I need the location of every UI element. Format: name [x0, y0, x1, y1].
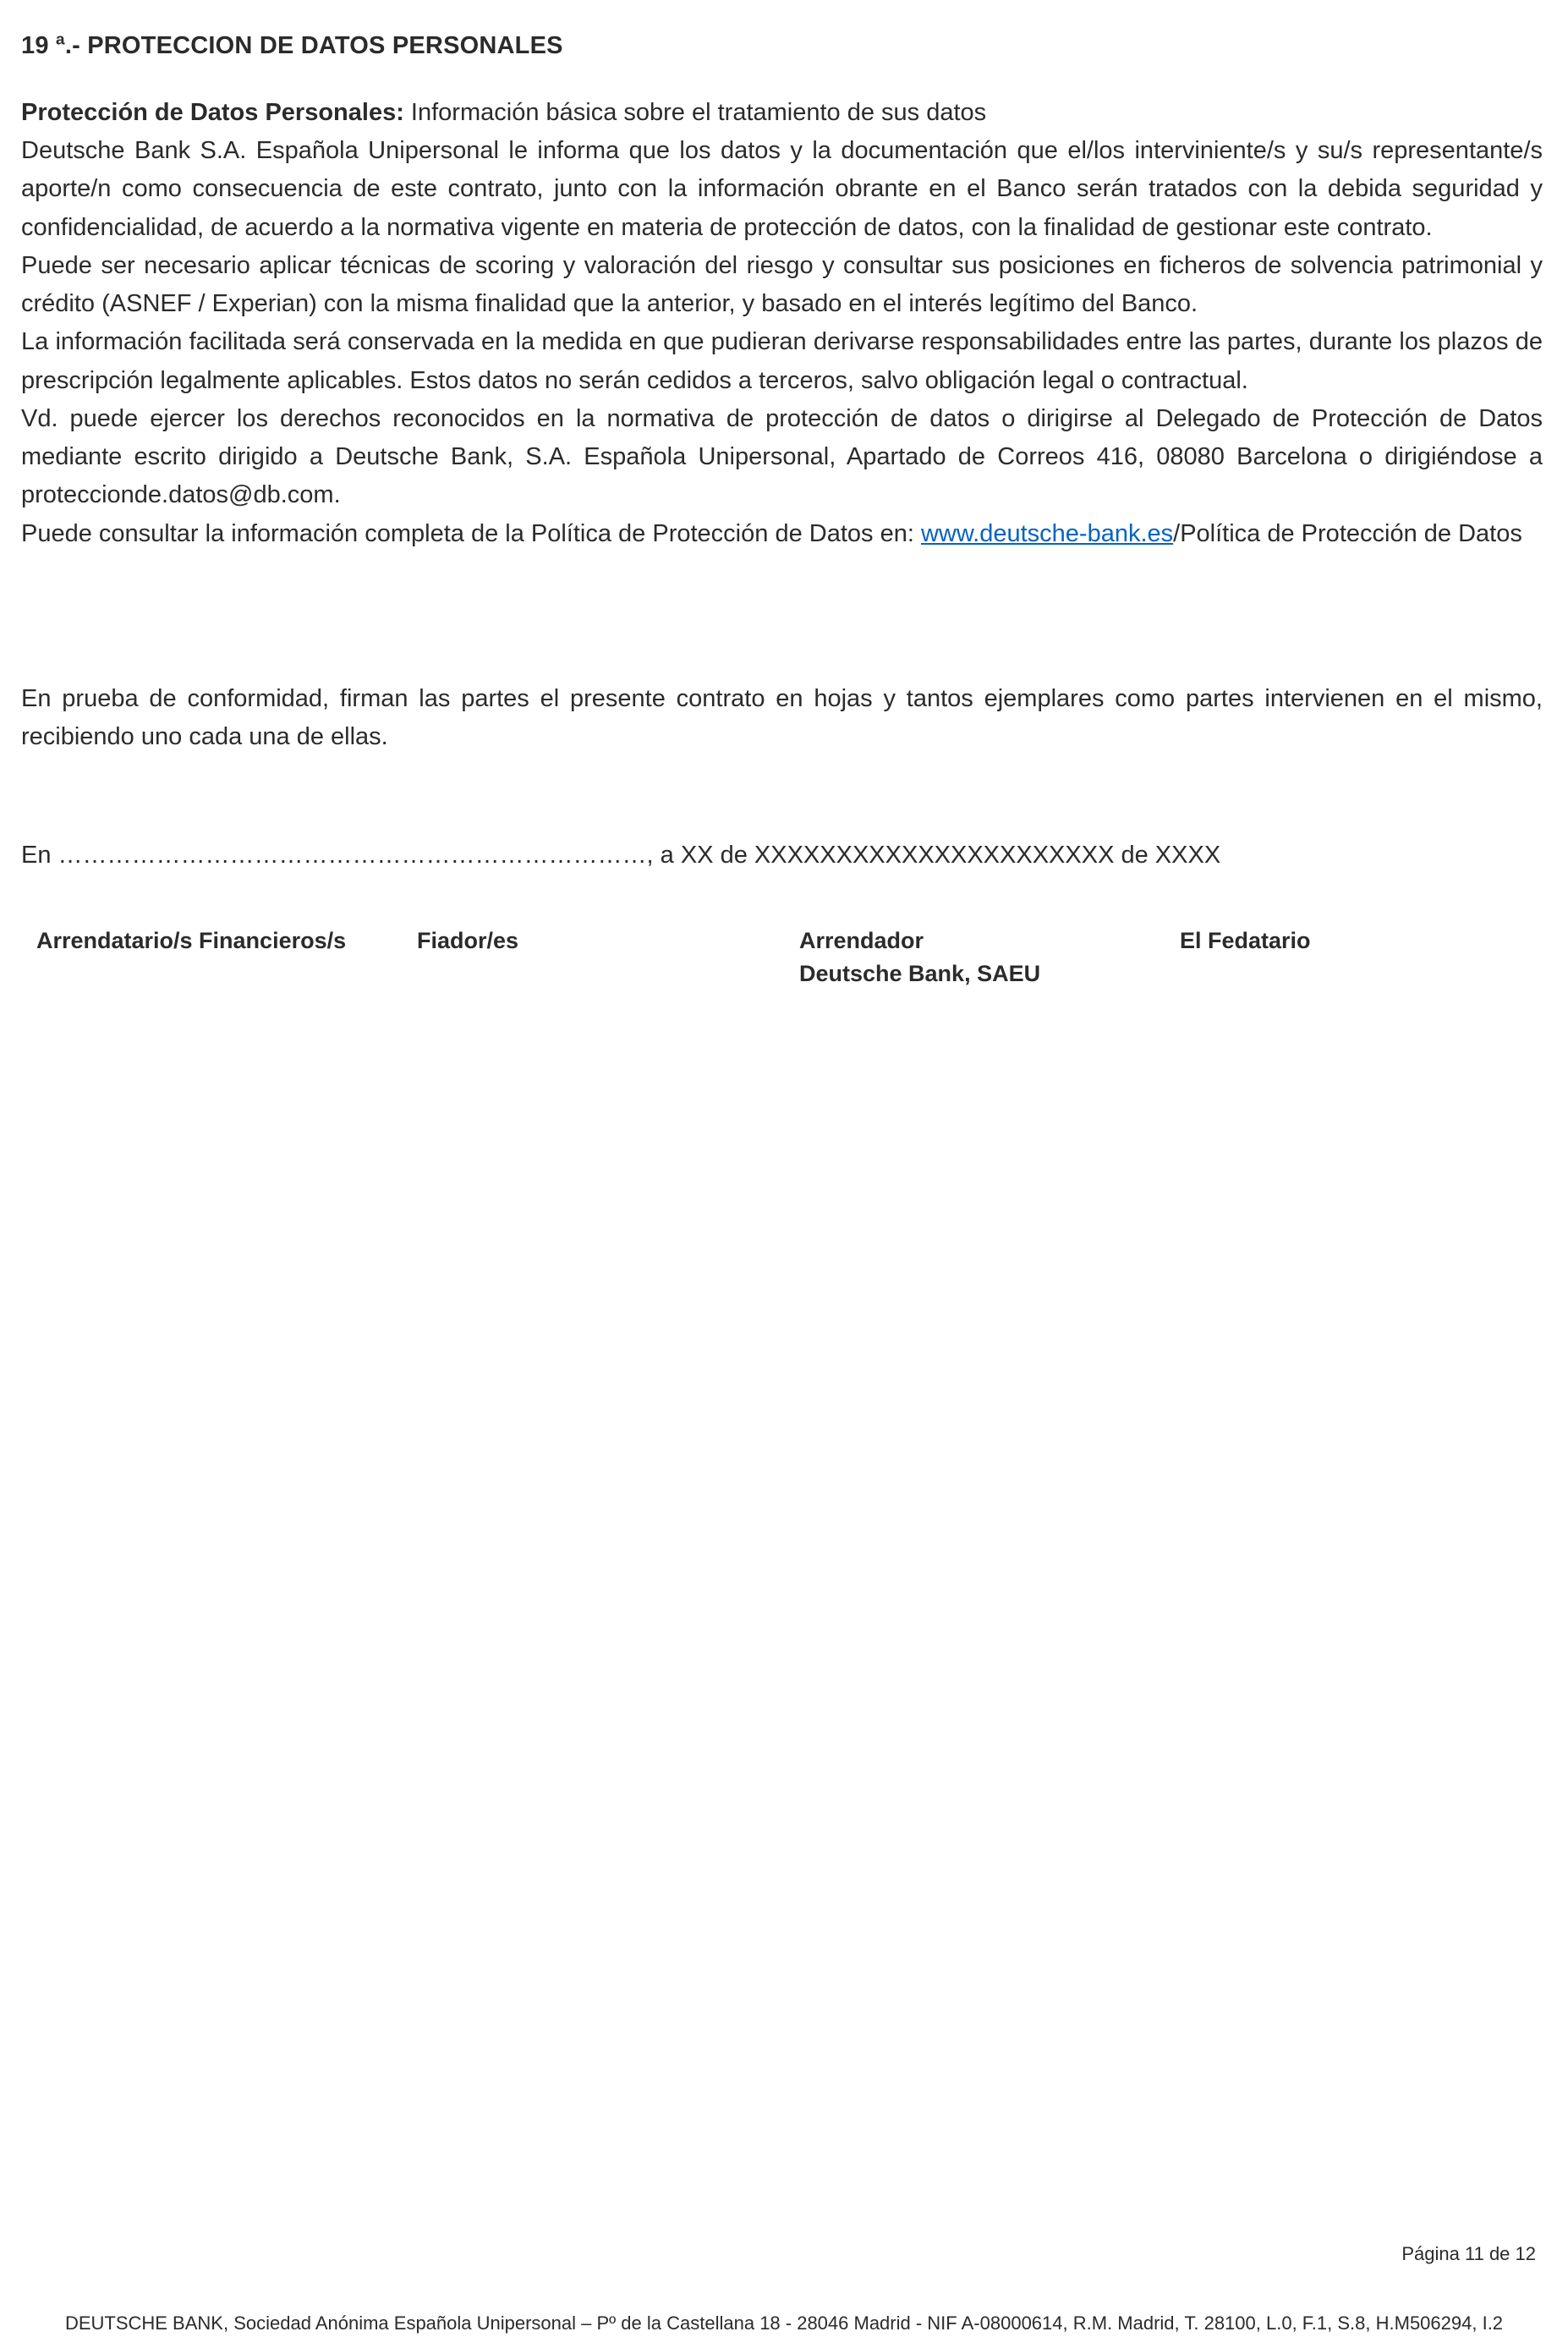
intro-bold-label: Protección de Datos Personales: — [21, 99, 404, 126]
signature-label: Fiador/es — [417, 927, 519, 953]
signature-col-fedatario — [1180, 924, 1543, 990]
policy-link-prefix: Puede consultar la información completa de la Política de Protección de Datos en: — [21, 519, 921, 547]
date-signature-line: En ………………………………………………………………, a XX de XXXXXXXXXXXXXXXXXXXXXX de XXXX — [21, 842, 1221, 870]
paragraph-conformity: En prueba de conformidad, firman las partes el presente contrato en hojas y tantos ejemplares como partes intervienen en el mismo, recibiendo uno cada una de ellas. — [21, 684, 1543, 751]
signature-col-fiador — [417, 924, 799, 990]
paragraph-data-treatment: Deutsche Bank S.A. Española Unipersonal le informa que los datos y la documentación que el/los interviniente/s y su/s representante/s aporte/n como consecuencia de este contrato, junto con la información obrante en el Banco serán tratados con la debida seguridad y confidencialidad, de acuerdo a la normativa vigente en materia de protección de datos, con la finalidad de gestionar este contrato. — [21, 137, 1543, 241]
page-number: Página 11 de 12 — [1401, 2243, 1536, 2264]
signature-col-arrendatario — [36, 924, 417, 990]
intro-line — [21, 94, 1543, 132]
signature-label: Arrendador — [799, 927, 924, 953]
signature-sublabel: Deutsche Bank, SAEU — [799, 960, 1041, 986]
paragraph-retention: La información facilitada será conservada en la medida en que pudieran derivarse responsabilidades entre las partes, durante los plazos de prescripción legalmente aplicables. Estos datos no serán cedidos a terceros, salvo obligación legal o contractual. — [21, 328, 1543, 394]
intro-rest-text: Información básica sobre el tratamiento de sus datos — [403, 99, 987, 126]
signature-block — [21, 924, 1543, 990]
paragraph-rights: Vd. puede ejercer los derechos reconocidos en la normativa de protección de datos o dirigirse al Delegado de Protección de Datos mediante escrito dirigido a Deutsche Bank, S.A. Española Unipersonal, Apartado de Correos 416, 08080 Barcelona o dirigiéndose a proteccionde.datos@db.com. — [21, 404, 1543, 509]
deutsche-bank-website-link[interactable]: www.deutsche-bank.es — [920, 519, 1174, 547]
signature-label: El Fedatario — [1180, 927, 1311, 953]
policy-link-suffix: /Política de Protección de Datos — [1173, 519, 1522, 547]
paragraph-scoring: Puede ser necesario aplicar técnicas de scoring y valoración del riesgo y consultar sus posiciones en ficheros de solvencia patrimonial y crédito (ASNEF / Experian) con la misma finalidad que la anterior, y basado en el interés legítimo del Banco. — [21, 251, 1543, 318]
signature-col-arrendador — [799, 924, 1180, 990]
paragraph-policy-link — [21, 515, 1543, 553]
footer-legal-text: DEUTSCHE BANK, Sociedad Anónima Española Unipersonal – Pº de la Castellana 18 - 28046 Madrid - NIF A-08000614, R.M. Madrid, T. 28100, L.0, F.1, S.8, H.M506294, I.2 — [64, 2312, 1504, 2334]
signature-label: Arrendatario/s Financieros/s — [36, 927, 347, 953]
body-text — [21, 94, 1543, 875]
section-title: 19 ª.- PROTECCION DE DATOS PERSONALES — [21, 32, 563, 59]
